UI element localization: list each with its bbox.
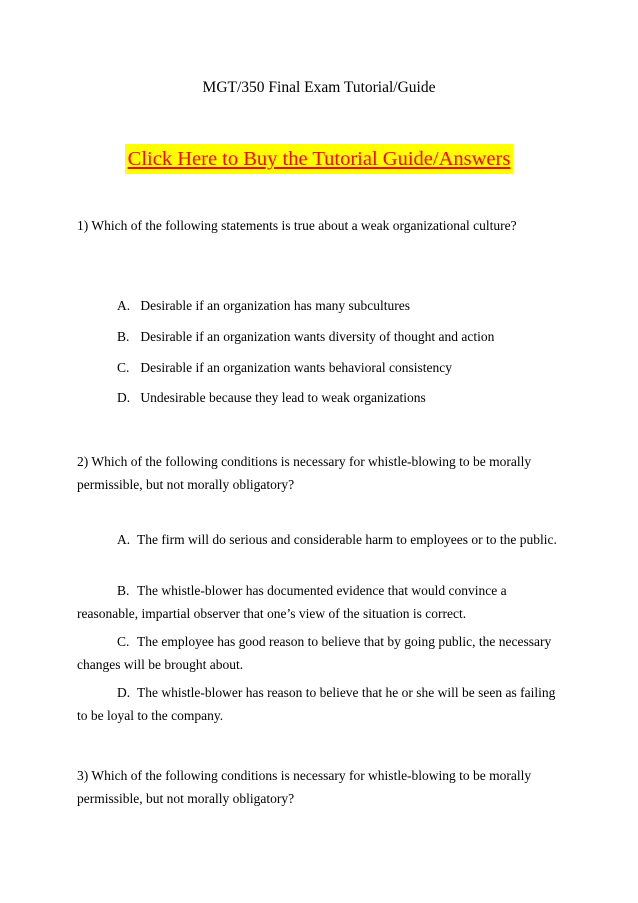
option-text: Desirable if an organization wants diversity of thought and action bbox=[140, 329, 495, 344]
buy-tutorial-link[interactable]: Click Here to Buy the Tutorial Guide/Answers bbox=[125, 144, 514, 174]
option-letter: A. bbox=[117, 532, 131, 547]
option-text: Desirable if an organization has many subcultures bbox=[140, 298, 411, 313]
option-letter: C. bbox=[117, 360, 130, 375]
question-1-text: 1) Which of the following statements is true about a weak organizational culture? bbox=[77, 218, 517, 233]
document-title: MGT/350 Final Exam Tutorial/Guide bbox=[202, 79, 436, 96]
option-letter: B. bbox=[117, 583, 130, 598]
question-2-option-b bbox=[77, 579, 567, 625]
question-2-option-a bbox=[77, 528, 567, 551]
option-text: The whistle-blower has documented evidence that would convince a reasonable, impartial observer that one’s view of the situation is correct. bbox=[77, 583, 507, 621]
option-text: The whistle-blower has reason to believe that he or she will be seen as failing to be loyal to the company. bbox=[77, 685, 556, 723]
option-letter: D. bbox=[117, 390, 131, 405]
question-2-option-d bbox=[77, 681, 567, 727]
option-letter: B. bbox=[117, 329, 130, 344]
question-2-option-c bbox=[77, 630, 567, 676]
question-2-text: 2) Which of the following conditions is necessary for whistle-blowing to be morally permissible, but not morally obligatory? bbox=[77, 454, 532, 492]
buy-link-container bbox=[0, 144, 638, 174]
option-letter: C. bbox=[117, 634, 130, 649]
option-letter: D. bbox=[117, 685, 131, 700]
question-3-text: 3) Which of the following conditions is necessary for whistle-blowing to be morally permissible, but not morally obligatory? bbox=[77, 768, 532, 806]
question-1-option-b bbox=[117, 327, 577, 347]
option-text: Desirable if an organization wants behavioral consistency bbox=[140, 360, 453, 375]
option-text: The firm will do serious and considerable harm to employees or to the public. bbox=[137, 532, 557, 547]
question-1-option-c bbox=[117, 358, 577, 378]
option-letter: A. bbox=[117, 298, 131, 313]
question-1-option-a bbox=[117, 296, 577, 316]
option-text: The employee has good reason to believe that by going public, the necessary changes will be brought about. bbox=[77, 634, 552, 672]
question-1-option-d bbox=[117, 388, 577, 408]
option-text: Undesirable because they lead to weak organizations bbox=[140, 390, 426, 405]
